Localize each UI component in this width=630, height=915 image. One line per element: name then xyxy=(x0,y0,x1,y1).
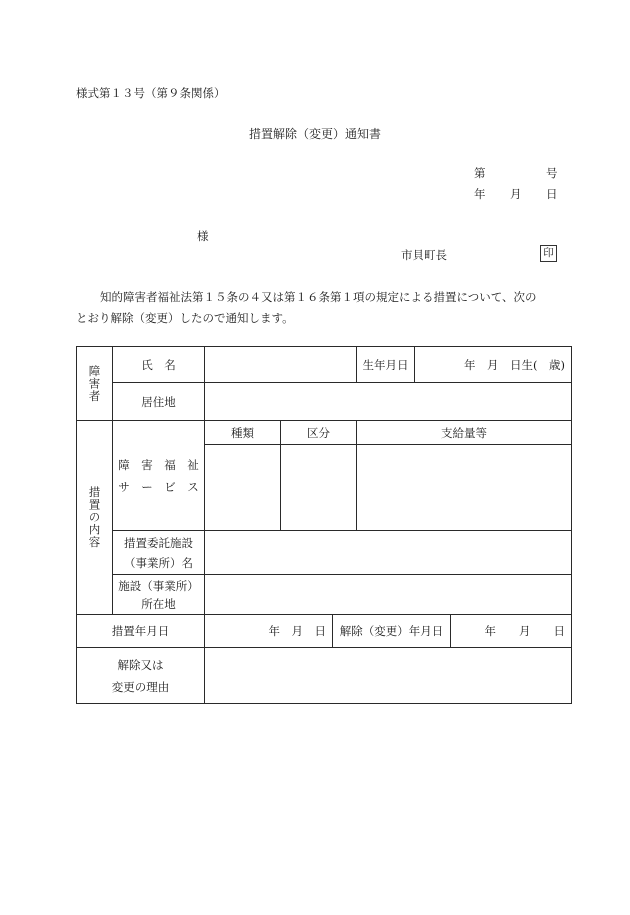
type-field[interactable] xyxy=(205,445,280,530)
facility-location-label-line-2: 所在地 xyxy=(141,596,176,611)
facility-name-label-line-2: （事業所）名 xyxy=(124,555,193,570)
facility-name-label xyxy=(113,531,204,574)
addressee-suffix: 様 xyxy=(197,229,209,243)
date-day: 日 xyxy=(546,187,558,201)
document-title: 措置解除（変更）通知書 xyxy=(248,127,381,141)
reason-label-line-1: 解除又は xyxy=(117,657,164,672)
measure-date-label: 措置年月日 xyxy=(111,624,170,638)
facility-location-label-line-1: 施設（事業所） xyxy=(118,578,199,593)
date-month: 月 xyxy=(510,187,522,201)
change-date-field[interactable]: 年 月 日 xyxy=(484,624,565,638)
amount-field[interactable] xyxy=(357,445,571,530)
number-go: 号 xyxy=(546,166,558,180)
class-field[interactable] xyxy=(281,445,356,530)
name-label: 氏 名 xyxy=(141,357,176,372)
reason-label xyxy=(77,648,204,703)
person-section-header: 障害者 xyxy=(87,364,102,403)
number-dai: 第 xyxy=(474,166,486,180)
type-column-header: 種類 xyxy=(231,425,254,440)
change-date-label: 解除（変更）年月日 xyxy=(339,624,444,638)
address-label: 居住地 xyxy=(141,394,176,409)
class-column-header: 区分 xyxy=(307,425,330,440)
body-text-line-1: 知的障害者福祉法第１５条の４又は第１６条第１項の規定による措置について、次の xyxy=(100,290,537,304)
seal-mark: 印 xyxy=(540,245,557,262)
address-field[interactable] xyxy=(205,383,571,420)
welfare-service-label-line-2: サ ー ビ ス xyxy=(118,479,199,494)
welfare-service-label xyxy=(113,421,204,530)
welfare-service-label-line-1: 障 害 福 祉 xyxy=(118,457,199,472)
facility-name-label-line-1: 措置委託施設 xyxy=(124,535,193,550)
date-year: 年 xyxy=(474,187,486,201)
reason-field[interactable] xyxy=(205,648,571,703)
facility-location-field[interactable] xyxy=(205,575,571,614)
body-text-line-2: とおり解除（変更）したので通知します。 xyxy=(76,311,294,325)
measure-section-header: 措置の内容 xyxy=(87,486,102,549)
facility-name-field[interactable] xyxy=(205,531,571,574)
reason-label-line-2: 変更の理由 xyxy=(111,679,170,694)
measure-date-field[interactable]: 年 月 日 xyxy=(268,624,326,638)
form-number: 様式第１３号（第９条関係） xyxy=(76,86,226,100)
birthdate-label: 生年月日 xyxy=(362,357,409,372)
amount-column-header: 支給量等 xyxy=(441,425,487,440)
birthdate-field[interactable]: 年 月 日生( 歳) xyxy=(464,357,565,372)
issuer-name: 市貝町長 xyxy=(401,248,447,262)
name-field[interactable] xyxy=(205,347,356,382)
facility-location-label xyxy=(113,575,204,614)
